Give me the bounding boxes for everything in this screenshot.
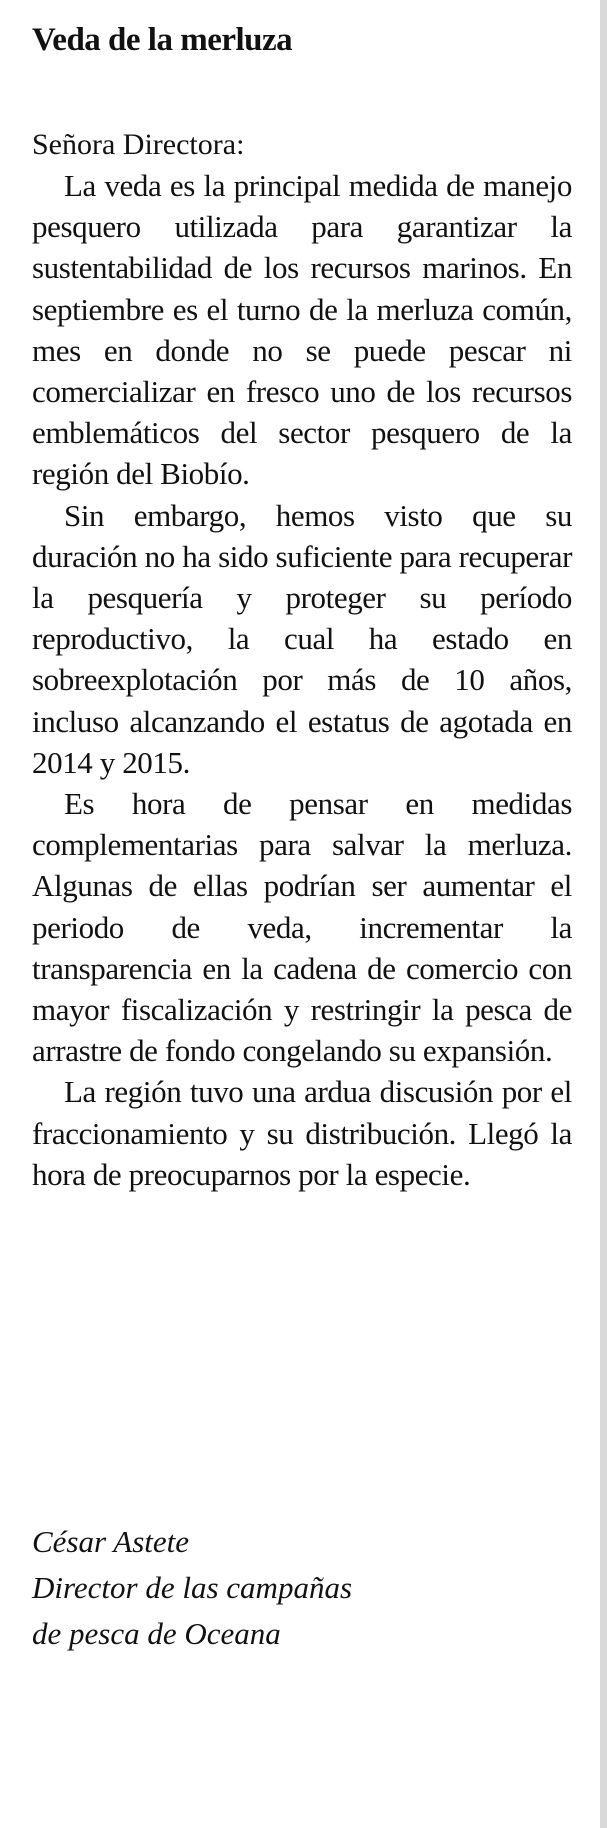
- letter-title: Veda de la merluza: [32, 22, 293, 58]
- paragraph-1: La veda es la principal medida de manejo pesquero utilizada para garantizar la sustentabilidad de los recursos marinos. En septiembre es el turno de la merluza común, mes en donde no se puede pescar ni comercializar en fresco uno de los recursos emblemáticos del sector pesquero de la región del Biobío.: [32, 168, 572, 492]
- paragraph-4: La región tuvo una ardua discusión por el fraccionamiento y su distribución. Llegó la hora de preocuparnos por la especie.: [32, 1074, 572, 1192]
- letter-body: [32, 165, 572, 1195]
- page-edge-divider: [600, 0, 607, 1828]
- paragraph-3: Es hora de pensar en medidas complementarias para salvar la merluza. Algunas de ellas podrían ser aumentar el periodo de veda, incrementar la transparencia en la cadena de comercio con mayor fiscalización y restringir la pesca de arrastre de fondo congelando su expansión.: [32, 786, 572, 1069]
- signature-name: César Astete: [32, 1524, 189, 1559]
- signature-role-line-2: de pesca de Oceana: [32, 1616, 281, 1651]
- signature-role-line-1: Director de las campañas: [32, 1570, 353, 1605]
- signature-block: [32, 1519, 352, 1657]
- salutation: Señora Directora:: [32, 128, 245, 161]
- paragraph-2: Sin embargo, hemos visto que su duración no ha sido suficiente para recuperar la pesquería y proteger su período reproductivo, la cual ha estado en sobreexplotación por más de 10 años, incluso alcanzando el estatus de agotada en 2014 y 2015.: [32, 497, 572, 780]
